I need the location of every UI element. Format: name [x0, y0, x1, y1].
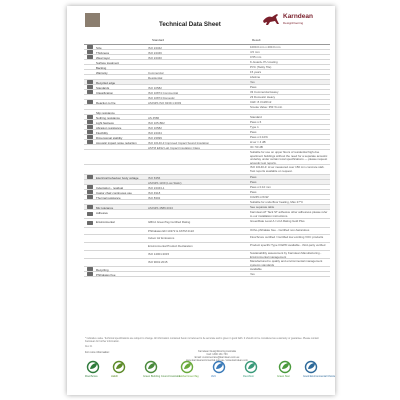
standard-value: ISO 14001:2015: [148, 252, 170, 256]
table-row: [84, 259, 330, 267]
acoustic-icon: [87, 140, 93, 144]
castor-chair-icon: [87, 190, 93, 194]
result-value: CHF: 8.3 kW/m2: [250, 100, 272, 104]
floorscore-logo: [85, 359, 111, 381]
slip-resistance-icon: [87, 115, 93, 119]
result-value: Pass ≥ 6: [250, 120, 262, 124]
result-value: Product specific Type III EPD available - third-party verified: [250, 243, 326, 247]
standard-value: Environmental Product Declaration: [148, 244, 193, 248]
contact-phone: Call: 1300 131 733: [206, 353, 228, 356]
result-value: FloorScore certified / Certified low emitting VOC products: [250, 235, 324, 239]
dimensional-stability-icon: [87, 135, 93, 139]
standard-value: ISO 24343-1: [148, 186, 165, 190]
property-label: Classification: [96, 91, 114, 95]
standard-value: AS 4586: [148, 116, 160, 120]
brand-tagline: DesignFlooring: [283, 21, 304, 25]
result-value: Yes: [250, 272, 255, 276]
standard-value: AS/NZS 1169 (Low Static): [148, 181, 182, 185]
property-label: Thermal resistance: [96, 196, 121, 200]
result-value: ISO 10140-3: Δ Lw measured over 150 mm concrete slab. Test reports available on request.: [250, 165, 325, 173]
result-value: PVC (Tacky Tile): [250, 65, 272, 69]
standard-value: ISO 10582: [148, 126, 162, 130]
table-row: [84, 150, 330, 165]
standard-value: AS/NZS 4586:2013: [148, 206, 173, 210]
standard-value: ISO 24344: [148, 131, 162, 135]
contact-email[interactable]: Email: customercare@karndean.com.au: [194, 356, 240, 359]
table-row: [84, 228, 330, 235]
size-icon: [87, 45, 93, 49]
brand-name: Karndean: [283, 13, 313, 20]
property-label: Standards: [96, 86, 110, 90]
standard-value: AS/NZS ISO 9239.1:2003: [148, 101, 182, 105]
property-label: Indentation - residual: [96, 186, 123, 190]
standard-value: Residential: [148, 76, 163, 80]
abrasion-resistance-icon: [87, 125, 93, 129]
result-value: 0.0245 m²K/W: [250, 195, 269, 199]
data-sheet-page: [67, 6, 335, 395]
standard-value: Indoor Air Emissions: [148, 236, 175, 240]
indentation-icon: [87, 185, 93, 189]
property-label: Abrasion resistance: [96, 126, 122, 130]
wear-layer-icon: [87, 55, 93, 59]
dog-icon: [261, 12, 281, 26]
mix-tolerance-icon: [87, 205, 93, 209]
standard-value: ISO 24340: [148, 56, 162, 60]
green-star-logo: [277, 359, 303, 381]
spec-table: [84, 36, 330, 277]
result-value: 1000.0 mm x 200.0 mm: [250, 45, 281, 49]
result-value: GreenRate Level A / LCA Rating Gold Plus: [250, 219, 305, 223]
logo-label: Green Star: [277, 375, 290, 378]
result-value: Pass: [250, 180, 257, 184]
page-title: Technical Data Sheet: [159, 21, 221, 28]
green-building-council-logo: [143, 359, 181, 381]
standard-value: Phthalates EN 14372 & ASTM 2122: [148, 229, 194, 233]
property-label: Reaction to fire: [96, 101, 116, 105]
result-value: K-Guard+ PU coating: [250, 60, 278, 64]
result-value: Lifetime: [250, 75, 261, 79]
property-label: Electrical behaviour body voltage: [96, 176, 139, 180]
property-label: Warranty: [96, 71, 108, 75]
result-value: Manufactured to quality and environmental management systems standards: [250, 259, 323, 267]
property-label: Acoustic impact noise reduction: [96, 141, 137, 145]
standard-value: ISO 10140-3 Improved Impact Sound Insulation: [148, 141, 210, 145]
standard-value: ISO 10874 Domestic: [148, 96, 175, 100]
standard-value: ISO 23999: [148, 136, 162, 140]
thickness-icon: [87, 50, 93, 54]
result-value: 0.55 mm: [250, 55, 262, 59]
property-label: Thickness: [96, 51, 110, 55]
light-fastness-icon: [87, 120, 93, 124]
standard-value: ISO 4918: [148, 191, 161, 195]
property-label: Nothing resistance: [96, 116, 120, 120]
property-label: Backing: [96, 66, 107, 70]
reaction-to-fire-icon: [87, 100, 93, 104]
result-value: Pass: [250, 190, 257, 194]
property-label: Recycled edge: [96, 81, 116, 85]
result-value: Karndean AT Tack ST adhesive other adhesives please refer to our installation instructions.: [250, 210, 328, 218]
result-value: Sustainability assessment by Karndean Manufacturing - Environmental management: [250, 251, 322, 259]
ecospecifier-logo: [179, 359, 205, 381]
result-value: IIC: 50 dB: [250, 145, 263, 149]
footnote: * Indicative value. Technical specifications are subject to change. All information contained herein is believed to be accurate and is given in good faith. It should not be considered as a warranty or guarantee. Please contact Karndean for further information.: [85, 337, 319, 343]
table-row: [84, 235, 330, 243]
logo-label: FloorScore: [85, 375, 98, 378]
result-value: Pass: [250, 85, 257, 89]
standard-value: ISO 8302: [148, 196, 161, 200]
result-value: Standard: [250, 115, 262, 119]
property-label: Dimensional stability: [96, 136, 123, 140]
contact-company: Karndean Designflooring Australia: [198, 350, 236, 353]
property-label: Adhesive: [96, 211, 108, 215]
logo-label: Global GreenTag: [179, 375, 199, 378]
table-row: [84, 243, 330, 251]
result-value: Pass: [250, 175, 257, 179]
adhesive-icon: [87, 212, 93, 216]
standard-value: ISO 9001:2015: [148, 260, 168, 264]
logo-label: Green Building Council Australia: [143, 375, 181, 378]
electrical-icon: [87, 175, 93, 179]
standard-value: GBCA GreenTag Certified Rating: [148, 220, 191, 224]
result-value: 23 Domestic Heavy: [250, 95, 276, 99]
recycled-edge-icon: [87, 80, 93, 84]
property-label: Slip resistance: [96, 111, 115, 115]
result-value: 33 Commercial Heavy: [250, 90, 279, 94]
recycling-icon: [87, 267, 93, 271]
property-label: Castor chair continuous use: [96, 191, 132, 195]
flexibility-icon: [87, 130, 93, 134]
result-value: Suitable for use on upper floors of residential high-rise apartment buildings without the need for a separate acoustic underlay under certain local specifications — please request acoustic test reports.: [250, 150, 328, 165]
recycling-logo: [243, 359, 269, 381]
logo-label: LEED: [111, 375, 118, 378]
thermal-icon: [87, 195, 93, 199]
property-label: Surface treatment: [96, 61, 119, 65]
karndean-logo: [261, 12, 329, 28]
standard-value: ISO 10582: [148, 86, 162, 90]
product-thumbnail: [85, 13, 100, 27]
property-label: Size: [96, 46, 102, 50]
table-row: [84, 165, 330, 175]
logo-label: AVC: [211, 375, 217, 378]
standard-value: ASTM E492 Lab Impact Insulation Class: [148, 146, 200, 150]
for-more-label: For more information:: [85, 351, 110, 354]
avc-logo: [211, 359, 237, 381]
property-label: Recycling: [96, 268, 109, 272]
column-header-result: Result: [252, 38, 261, 42]
property-label: Light fastness: [96, 121, 114, 125]
result-value: 15 years: [250, 70, 262, 74]
result-value: See separate table: [250, 205, 275, 209]
table-row: [84, 251, 330, 259]
standard-value: ISO 105-B02: [148, 121, 165, 125]
standard-value: ISO 24342: [148, 46, 162, 50]
leed-logo: [111, 359, 137, 381]
environmental-icon: [87, 221, 93, 225]
standard-value: ISO 24346: [148, 51, 162, 55]
column-header-standard: Standard: [152, 38, 165, 42]
result-value: Ortho-phthalate free - Certified non-hazardous: [250, 228, 310, 232]
result-value: Δ Lw = 4 dB: [250, 140, 266, 144]
property-label: Mix tolerance: [96, 206, 114, 210]
standard-value: ISO 10874 Commercial: [148, 91, 179, 95]
result-value: Pass ≤ 0.10 mm: [250, 185, 271, 189]
result-value: Suitable for underfloor heating, Max 27°C: [250, 200, 304, 204]
logo-label: Good Environmental Choice: [303, 375, 335, 378]
good-environmental-choice-logo: [303, 359, 335, 381]
certification-logos: [81, 359, 335, 381]
property-label: Environmental: [96, 220, 115, 224]
standard-value: Commercial: [148, 71, 164, 75]
result-value: 4.5 mm: [250, 50, 260, 54]
table-row: [84, 210, 330, 219]
table-header: [84, 36, 330, 45]
phthalates-icon: [87, 272, 93, 276]
version-label: Rev 01: [85, 346, 93, 348]
result-value: Pass: [250, 130, 257, 134]
result-value: Yes: [250, 80, 255, 84]
property-label: Phthalates free: [96, 273, 116, 277]
table-row: [84, 219, 330, 228]
standards-icon: [87, 85, 93, 89]
table-row: [84, 272, 330, 277]
result-value: Type 1: [250, 125, 259, 129]
result-value: Pass ≤ 0.10%: [250, 135, 268, 139]
result-value: Available: [250, 267, 262, 271]
contact-website[interactable]: www.karndeancommercial.com.au / www.karndean.com: [186, 359, 248, 362]
result-value: Smoke Value: 353 %.min: [250, 105, 283, 109]
logo-label: Recofloor: [243, 375, 255, 378]
property-label: Wear layer: [96, 56, 110, 60]
classification-icon: [87, 90, 93, 94]
property-label: Flexibility: [96, 131, 108, 135]
table-body: [84, 45, 330, 277]
standard-value: ISO 6356: [148, 176, 161, 180]
